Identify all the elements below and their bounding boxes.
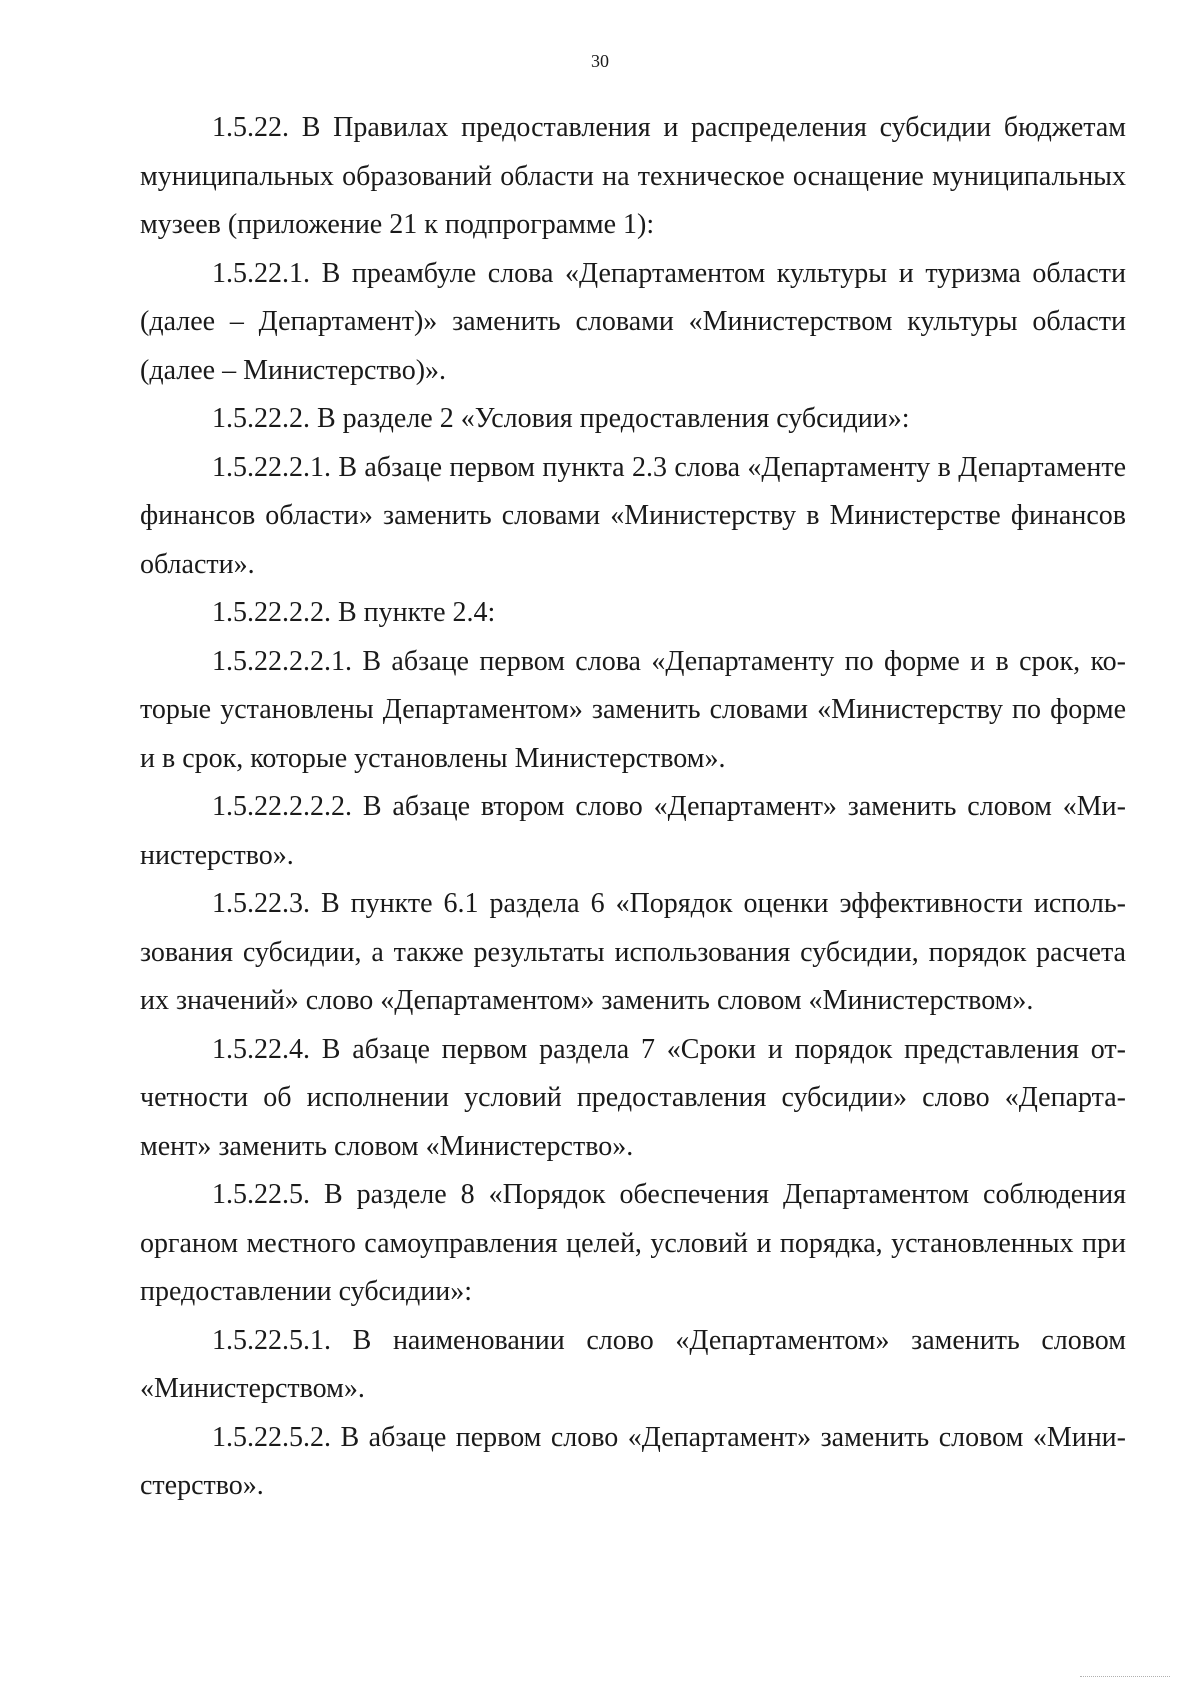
paragraph-1-5-22-2: 1.5.22.2. В разделе 2 «Условия предоставления субсидии»:: [212, 403, 910, 434]
paragraph-1-5-22-5-2: 1.5.22.5.2. В абзаце первом слово «Департамент» заменить словом «Министерство».: [140, 1421, 1126, 1501]
document-body: [140, 104, 1126, 1511]
paragraph-1-5-22-2-2-2: 1.5.22.2.2.2. В абзаце втором слово «Департамент» заменить словом «Министерство».: [140, 791, 1126, 871]
paragraph-1-5-22-2-1: 1.5.22.2.1. В абзаце первом пункта 2.3 слова «Департаменту в Департаменте финансов области» заменить словами «Министерству в Министерстве финансов области».: [140, 451, 1126, 580]
scan-edge-mark: [1080, 1676, 1170, 1683]
paragraph-1-5-22-2-2-1: 1.5.22.2.2.1. В абзаце первом слова «Департаменту по форме и в срок, которые установлены Департаментом» заменить словами «Министерству по форме и в срок, которые установлены Министерством».: [140, 645, 1126, 774]
page-number: 30: [591, 51, 609, 71]
paragraph-1-5-22-1: 1.5.22.1. В преамбуле слова «Департаментом культуры и туризма области (далее – Департамент)» заменить словами «Министерством культуры области (далее – Министерство)».: [140, 257, 1126, 386]
paragraph-1-5-22-5-1: 1.5.22.5.1. В наименовании слово «Департаментом» заменить словом «Министерством».: [140, 1324, 1126, 1404]
paragraph-1-5-22: 1.5.22. В Правилах предоставления и распределения субсидии бюджетам муниципальных образований области на техническое оснащение муниципальных музеев (приложение 21 к подпрограмме 1):: [140, 112, 1126, 240]
paragraph-1-5-22-4: 1.5.22.4. В абзаце первом раздела 7 «Сроки и порядок представления отчетности об исполнении условий предоставления субсидии» слово «Департамент» заменить словом «Министерство».: [140, 1033, 1126, 1162]
paragraph-1-5-22-2-2: 1.5.22.2.2. В пункте 2.4:: [212, 597, 496, 628]
paragraph-1-5-22-3: 1.5.22.3. В пункте 6.1 раздела 6 «Порядок оценки эффективности использования субсидии, а также результаты использования субсидии, порядок расчета их значений» слово «Департаментом» заменить словом «Министерством».: [140, 888, 1126, 1016]
paragraph-1-5-22-5: 1.5.22.5. В разделе 8 «Порядок обеспечения Департаментом соблюдения органом местного самоуправления целей, условий и порядка, установленных при предоставлении субсидии»:: [140, 1179, 1126, 1307]
